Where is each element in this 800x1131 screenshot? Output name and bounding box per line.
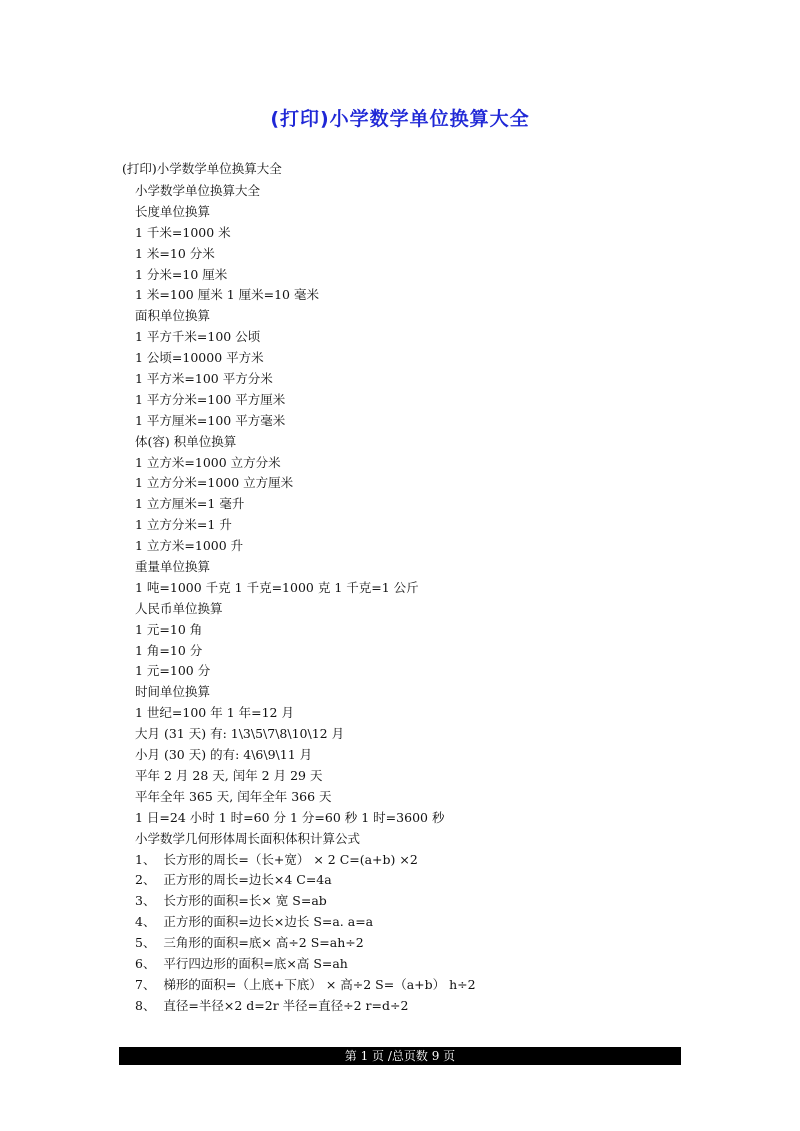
text-line: 平年全年 365 天, 闰年全年 366 天	[135, 788, 332, 804]
text-line: 1 立方米=1000 升	[135, 538, 244, 554]
text-line: 1 公顷=10000 平方米	[135, 350, 264, 366]
text-line: 1 米=100 厘米 1 厘米=10 毫米	[135, 287, 319, 303]
text-line: 体(容) 积单位换算	[135, 433, 237, 449]
text-line: 1、 长方形的周长=（长+宽） × 2 C=(a+b) ×2	[135, 851, 418, 867]
text-line: 1 平方厘米=100 平方毫米	[135, 412, 286, 428]
text-line: 1 平方分米=100 平方厘米	[135, 391, 286, 407]
text-line: 1 元=100 分	[135, 663, 211, 679]
text-line: 5、 三角形的面积=底× 高÷2 S=ah÷2	[135, 935, 364, 951]
text-line: 小学数学单位换算大全	[135, 183, 261, 198]
text-line: 长度单位换算	[135, 203, 211, 219]
text-line: 2、 正方形的周长=边长×4 C=4a	[135, 872, 332, 888]
page-footer: 第 1 页 /总页数 9 页	[119, 1047, 681, 1065]
document-body	[135, 181, 735, 1017]
text-line: 1 平方米=100 平方分米	[135, 371, 273, 387]
text-line: 7、 梯形的面积=（上底+下底） × 高÷2 S=（a+b） h÷2	[135, 976, 476, 992]
text-line: 面积单位换算	[135, 308, 211, 324]
text-line: 1 米=10 分米	[135, 245, 215, 261]
text-line: 重量单位换算	[135, 559, 211, 575]
text-line: 6、 平行四边形的面积=底×高 S=ah	[135, 955, 348, 971]
text-line: 1 立方米=1000 立方分米	[135, 454, 281, 470]
text-line: 大月 (31 天) 有: 1\3\5\7\8\10\12 月	[135, 726, 345, 742]
text-line: 8、 直径=半径×2 d=2r 半径=直径÷2 r=d÷2	[135, 997, 409, 1013]
text-line: 平年 2 月 28 天, 闰年 2 月 29 天	[135, 767, 323, 783]
text-line: 1 元=10 角	[135, 621, 203, 637]
text-line: 1 立方厘米=1 毫升	[135, 496, 245, 512]
text-line: 1 世纪=100 年 1 年=12 月	[135, 705, 294, 721]
page-title: (打印)小学数学单位换算大全	[270, 108, 530, 130]
text-line: 1 角=10 分	[135, 642, 203, 658]
text-line: 3、 长方形的面积=长× 宽 S=ab	[135, 893, 327, 909]
text-line: 1 立方分米=1000 立方厘米	[135, 475, 294, 491]
text-line: 1 日=24 小时 1 时=60 分 1 分=60 秒 1 时=3600 秒	[135, 809, 445, 825]
text-line: 1 吨=1000 千克 1 千克=1000 克 1 千克=1 公斤	[135, 579, 419, 595]
text-line: 小学数学几何形体周长面积体积计算公式	[135, 830, 361, 846]
text-line: 1 分米=10 厘米	[135, 266, 228, 282]
document-heading: (打印)小学数学单位换算大全	[122, 161, 282, 176]
text-line: 1 立方分米=1 升	[135, 517, 232, 533]
text-line: 时间单位换算	[135, 684, 211, 700]
text-line: 人民币单位换算	[135, 600, 223, 616]
text-line: 1 千米=1000 米	[135, 224, 231, 240]
text-line: 4、 正方形的面积=边长×边长 S=a. a=a	[135, 914, 374, 930]
text-line: 1 平方千米=100 公顷	[135, 329, 261, 345]
text-line: 小月 (30 天) 的有: 4\6\9\11 月	[135, 747, 313, 763]
